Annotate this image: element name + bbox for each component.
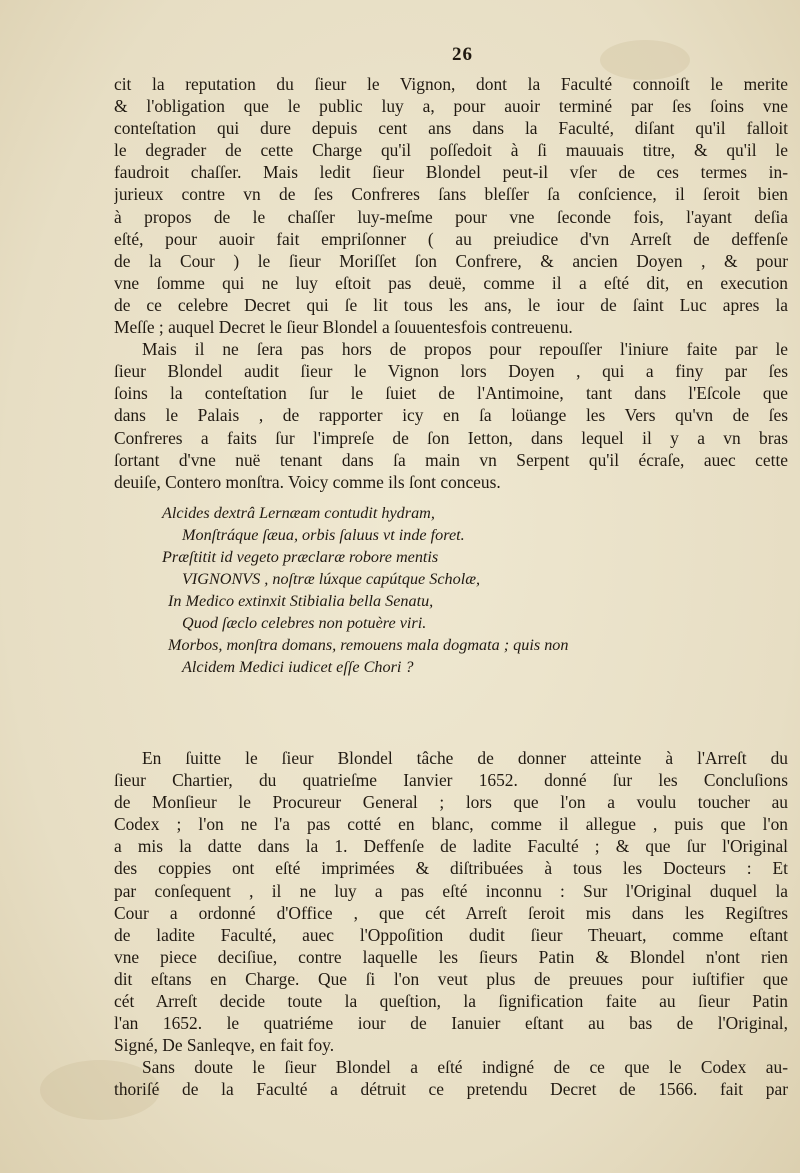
verse-line: Monſtráque ſæua, orbis ſaluus vt inde foret. (182, 526, 465, 544)
text-line: le degrader de cette Charge qu'il poſſedoit à ſi mauuais titre, & qu'il le (114, 140, 788, 161)
text-line: de Monſieur le Procureur General ; lors que l'on a voulu toucher au (114, 792, 788, 813)
text-line: deuiſe, Contero monſtra. Voicy comme ils ſont conceus. (114, 471, 501, 492)
text-line: Mais il ne ſera pas hors de propos pour repouſſer l'iniure faite par le (142, 339, 788, 360)
latin-verse (162, 502, 782, 678)
text-line: ſoins la conteſtation ſur le ſuiet de l'Antimoine, tant dans l'Eſcole que (114, 383, 788, 404)
text-line: ſieur Chartier, du quatrieſme Ianvier 1652. donné ſur les Concluſions (114, 770, 788, 791)
text-line: dit eſtans en Charge. Que ſi l'on veut plus de preuues pour iuſtifier que (114, 968, 788, 989)
text-line: dans le Palais , de rapporter icy en ſa loüange les Vers qu'vn de ſes (114, 405, 788, 426)
text-line: vne ſomme qui ne luy eſtoit pas deuë, comme il a eſté dit, en execution (114, 272, 788, 293)
text-line: faudroit chaſſer. Mais ledit ſieur Blondel peut-il vſer de ces termes in- (114, 162, 788, 183)
text-line: à propos de le chaſſer luy-meſme pour vne ſeconde fois, l'ayant deſia (114, 206, 788, 227)
text-line: ſieur Blondel audit ſieur le Vignon lors Doyen , qui a finy par ſes (114, 361, 788, 382)
verse-line: Præſtitit id vegeto præclaræ robore mentis (162, 548, 439, 566)
text-line: de ce celebre Decret qui ſe lit tous les ans, le iour de ſaint Luc apres la (114, 294, 788, 315)
verse-line: Quod ſæclo celebres non potuère viri. (182, 614, 427, 632)
text-line: cit la reputation du ſieur le Vignon, dont la Faculté connoiſt le merite (114, 74, 788, 94)
text-line: des coppies ont eſté imprimées & diſtribuées à tous les Docteurs : Et (114, 858, 788, 879)
text-line: Codex ; l'on ne l'a pas cotté en blanc, comme il allegue , puis que l'on (114, 814, 788, 835)
text-line: a mis la datte dans la 1. Deffenſe de ladite Faculté ; & que ſur l'Original (114, 836, 788, 857)
text-line: & l'obligation que le public luy a, pour auoir terminé par ſes ſoins vne (114, 96, 788, 117)
text-line: de ladite Faculté, auec l'Oppoſition dudit ſieur Theuart, comme eſtant (114, 924, 788, 945)
text-line: ſortant d'vne nuë tenant dans ſa main vn Serpent qu'il écraſe, auec cette (114, 449, 788, 470)
verse-line: Alcides dextrâ Lernæam contudit hydram, (162, 504, 435, 522)
text-line: cét Arreſt decide toute la queſtion, la ſignification faite au ſieur Patin (114, 991, 788, 1012)
text-line: Meſſe ; auquel Decret le ſieur Blondel a ſouuentesfois contreuenu. (114, 317, 573, 338)
verse-line: Alcidem Medici iudicet eſſe Chori ? (182, 658, 414, 676)
text-line: Confreres a faits ſur l'impreſe de ſon Ietton, dans lequel il y a vn bras (114, 427, 788, 448)
verse-line: VIGNONVS , noſtræ lúxque capútque Scholæ, (182, 570, 481, 588)
text-line: vne piece deciſiue, contre laquelle les ſieurs Patin & Blondel n'ont rien (114, 946, 788, 967)
text-line: Sans doute le ſieur Blondel a eſté indigné de ce que le Codex au- (142, 1057, 788, 1078)
text-line: de la Cour ) le ſieur Moriſſet ſon Confrere, & ancien Doyen , & pour (114, 250, 788, 271)
text-line: Cour a ordonné d'Office , que cét Arreſt ſeroit mis dans les Regiſtres (114, 902, 788, 923)
text-line: jurieux contre vn de ſes Confreres ſans bleſſer ſa conſcience, il ſeroit bien (114, 184, 788, 205)
text-line: par conſequent , il ne luy a pas eſté inconnu : Sur l'Original duquel la (114, 880, 788, 901)
verse-line: In Medico extinxit Stibialia bella Senatu, (168, 592, 434, 610)
text-line: l'an 1652. le quatriéme iour de Ianuier eſtant au bas de l'Original, (114, 1013, 788, 1034)
text-line: conteſtation qui dure depuis cent ans dans la Faculté, diſant qu'il falloit (114, 118, 788, 139)
text-line: thoriſé de la Faculté a détruit ce pretendu Decret de 1566. fait par (114, 1079, 788, 1100)
verse-line: Morbos, monſtra domans, remouens mala dogmata ; quis non (168, 636, 569, 654)
text-line: Signé, De Sanleqve, en fait foy. (114, 1035, 335, 1056)
main-text-bottom (114, 747, 788, 1101)
text-line: eſté, pour auoir fait empriſonner ( au preiudice d'vn Arreſt de deffenſe (114, 228, 788, 249)
main-text-top (114, 73, 788, 493)
page-number: 26 (452, 44, 473, 65)
text-line: En ſuitte le ſieur Blondel tâche de donner atteinte à l'Arreſt du (142, 748, 788, 768)
